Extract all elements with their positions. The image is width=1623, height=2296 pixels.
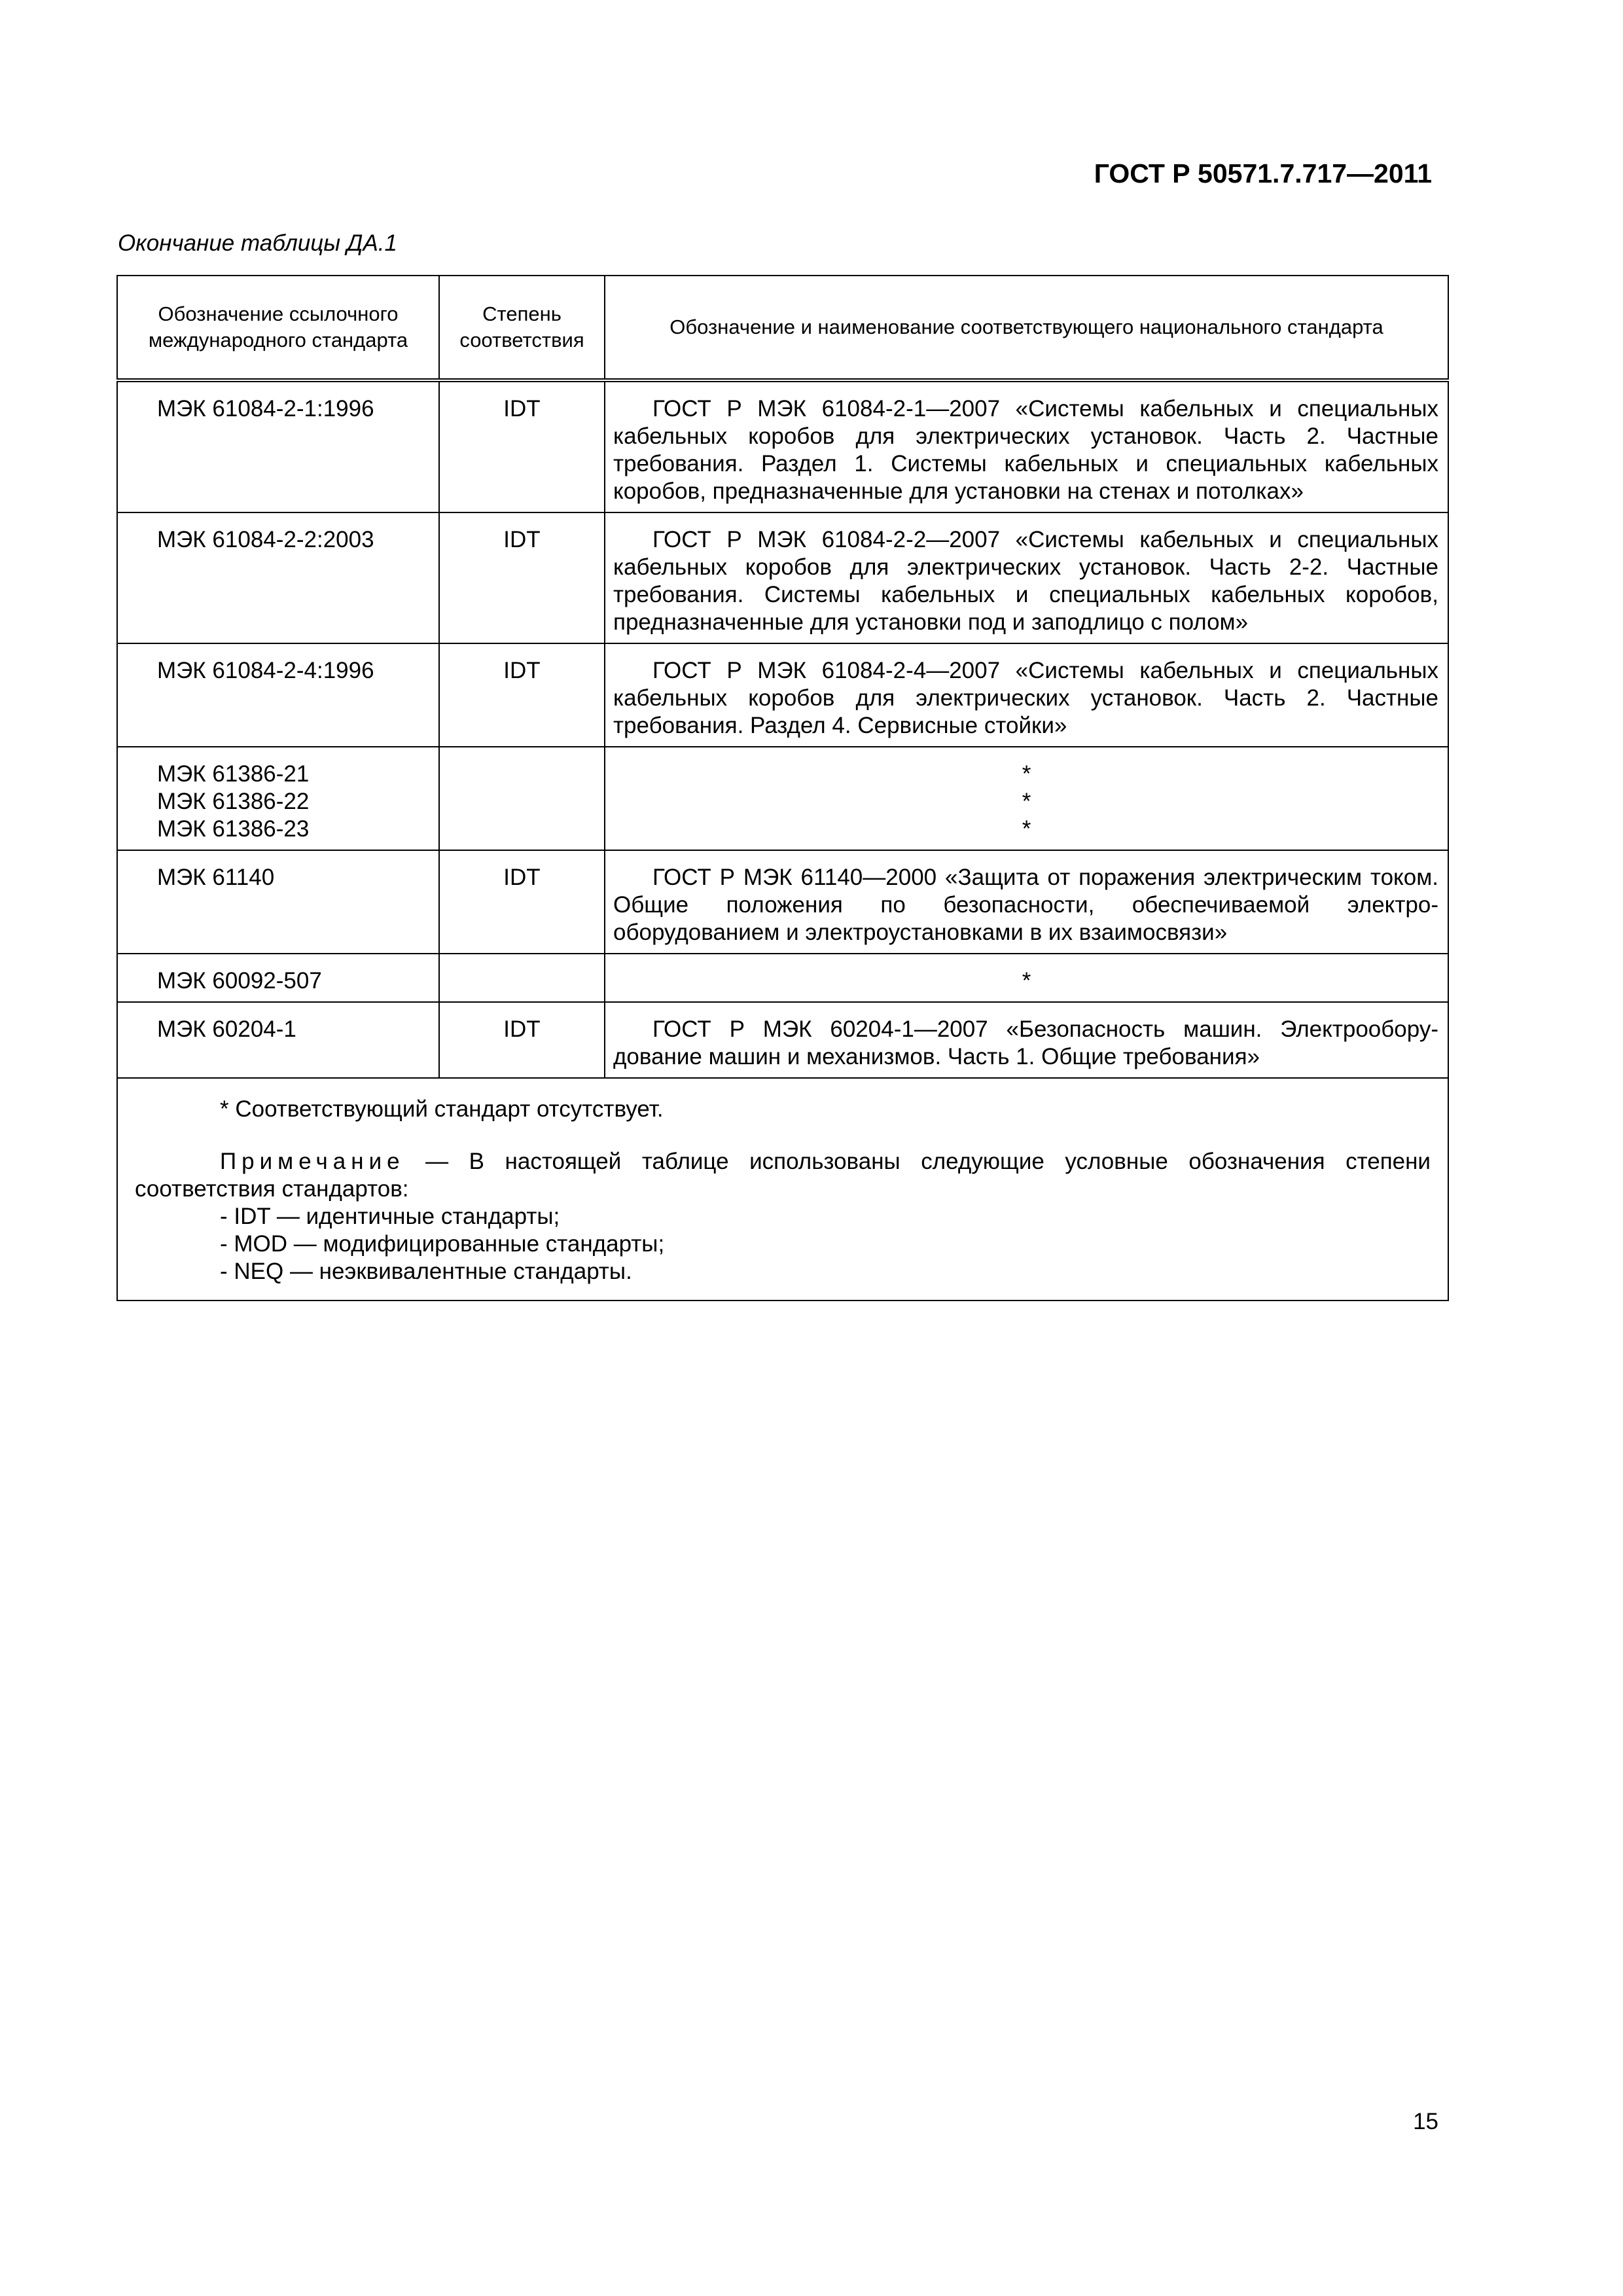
column-header-national: Обозначение и наименование соответствующего национального стандарта <box>605 276 1448 380</box>
reference-code: МЭК 60092-507 <box>157 968 322 994</box>
column-header-reference: Обозначение ссылочного международного стандарта <box>117 276 439 380</box>
reference-code: МЭК 61084-2-1:1996 <box>157 396 374 422</box>
reference-code: МЭК 61084-2-2:2003 <box>157 527 374 552</box>
absent-marker: * <box>1022 789 1031 814</box>
degree-cell: IDT <box>439 1002 605 1078</box>
reference-cell <box>117 954 439 1002</box>
footnote: * Соответствующий стандарт отсутствует. <box>220 1096 664 1122</box>
reference-cell <box>117 380 439 512</box>
degree-cell: IDT <box>439 512 605 643</box>
reference-code: МЭК 61386-23 <box>157 816 310 842</box>
reference-cell <box>117 850 439 954</box>
notes-row <box>117 1078 1448 1300</box>
national-standard-cell <box>605 747 1448 850</box>
table-row <box>117 747 1448 850</box>
table-row <box>117 380 1448 512</box>
degree-cell: IDT <box>439 850 605 954</box>
reference-code: МЭК 61140 <box>157 865 275 890</box>
absent-marker: * <box>1022 761 1031 787</box>
reference-code: МЭК 61386-21 <box>157 761 310 787</box>
national-standard-cell: ГОСТ Р МЭК 61084-2-1—2007 «Системы кабельных и специальных кабельных коробов для электрических установок. Часть 2. Частные требования. Раздел 1. Системы кабельных и специальных кабельных коробов, предназначенные для установки на стенах и потолках» <box>605 380 1448 512</box>
table-row <box>117 512 1448 643</box>
reference-code: МЭК 61084-2-4:1996 <box>157 658 374 683</box>
table-row <box>117 850 1448 954</box>
note-item: - NEQ — неэквивалентные стандарты. <box>220 1259 632 1284</box>
reference-cell <box>117 747 439 850</box>
degree-cell <box>439 954 605 1002</box>
reference-code: МЭК 61386-22 <box>157 789 310 814</box>
absent-marker: * <box>1022 968 1031 994</box>
national-standard-cell: ГОСТ Р МЭК 61084-2-4—2007 «Системы кабельных и специальных кабельных коробов для электрических установок. Часть 2. Частные требования. Раздел 4. Сервисные стойки» <box>605 643 1448 747</box>
degree-cell <box>439 747 605 850</box>
absent-marker: * <box>1022 816 1031 842</box>
note-item: - IDT — идентичные стандарты; <box>220 1204 560 1229</box>
table-row <box>117 954 1448 1002</box>
note-text: — В настоящей таблице использованы следующие условные обозначения степени соответствия стандартов: <box>135 1149 1431 1202</box>
reference-table <box>116 275 1449 1301</box>
table-caption: Окончание таблицы ДА.1 <box>118 230 397 256</box>
reference-code: МЭК 60204-1 <box>157 1016 296 1042</box>
page-number: 15 <box>1413 2109 1438 2134</box>
note-paragraph <box>135 1148 1431 1203</box>
note-label: Примечание <box>220 1149 405 1174</box>
table-row <box>117 1002 1448 1078</box>
reference-cell <box>117 1002 439 1078</box>
national-standard-cell: ГОСТ Р МЭК 60204-1—2007 «Безопасность машин. Электрооборудование машин и механизмов. Часть 1. Общие требования» <box>605 1002 1448 1078</box>
reference-cell <box>117 643 439 747</box>
national-standard-cell: ГОСТ Р МЭК 61140—2000 «Защита от поражения электрическим током. Общие положения по безопасности, обеспечиваемой электрооборудованием и электроустановками в их взаимосвязи» <box>605 850 1448 954</box>
table-header-row <box>117 276 1448 380</box>
document-header: ГОСТ Р 50571.7.717—2011 <box>1094 158 1432 188</box>
reference-cell <box>117 512 439 643</box>
degree-cell: IDT <box>439 380 605 512</box>
national-standard-cell: ГОСТ Р МЭК 61084-2-2—2007 «Системы кабельных и специальных кабельных коробов для электрических установок. Часть 2-2. Частные требования. Системы кабельных и специальных кабельных коробов, предназначенные для установки под и заподлицо с полом» <box>605 512 1448 643</box>
degree-cell: IDT <box>439 643 605 747</box>
note-item: - MOD — модифицированные стандарты; <box>220 1231 665 1257</box>
column-header-degree: Степень соответствия <box>439 276 605 380</box>
national-standard-cell <box>605 954 1448 1002</box>
notes-cell <box>117 1078 1448 1300</box>
table-row <box>117 643 1448 747</box>
